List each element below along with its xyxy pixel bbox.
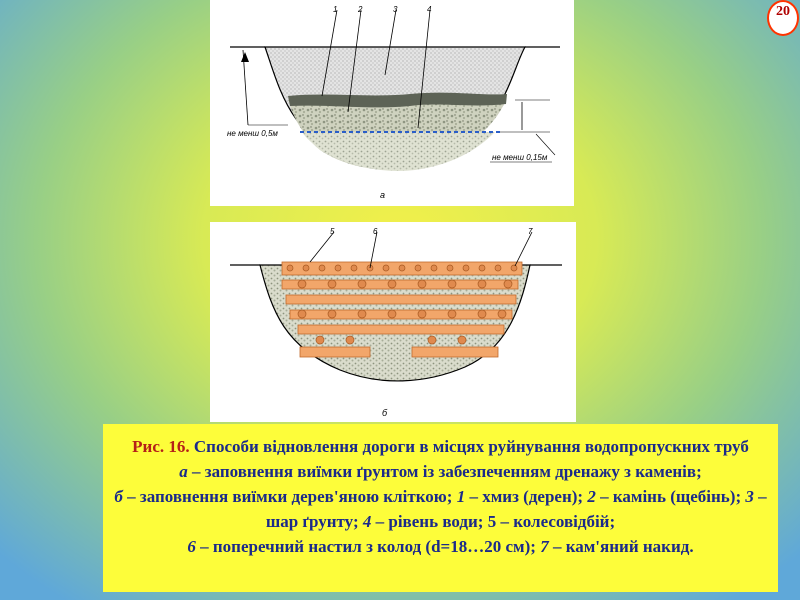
- figure-b-panel: [210, 222, 576, 422]
- caption-title: Способи відновлення дороги в місцях руйнування водопропускних труб: [189, 437, 749, 456]
- legend-text-2: – камінь (щебінь);: [595, 487, 746, 506]
- legend-text-4: – рівень води; 5 – колесовідбій;: [371, 512, 616, 531]
- caption-b-text: – заповнення виїмки дерев'яною кліткою;: [122, 487, 457, 506]
- label-2: 2: [358, 5, 363, 14]
- gravel-layer: [302, 132, 495, 171]
- sub-label-b: б: [382, 408, 388, 418]
- label-6: 6: [373, 227, 378, 236]
- legend-num-4: 4: [362, 512, 372, 531]
- legend-text-3: – шар ґрунту;: [265, 487, 767, 531]
- sub-label-a: а: [380, 190, 386, 200]
- legend-text-7: – кам'яний накид.: [548, 537, 694, 556]
- figure-a-drawing: [210, 0, 574, 206]
- figure-a-panel: [210, 0, 574, 206]
- figure-b-drawing: [210, 222, 576, 422]
- legend-text-6: – поперечний настил з колод (d=18…20 см);: [195, 537, 541, 556]
- legend-num-3: 3: [745, 487, 754, 506]
- legend-num-2: 2: [587, 487, 596, 506]
- legend-num-1: 1: [456, 487, 466, 506]
- legend-num-7: 7: [540, 537, 549, 556]
- legend-num-6: 6: [187, 537, 196, 556]
- left-dimension-label: не менш 0,5м: [227, 129, 278, 138]
- legend-text-1: – хмиз (дерен);: [465, 487, 588, 506]
- caption-b-letter: б: [114, 487, 123, 506]
- slide-number-badge: 20: [767, 0, 799, 36]
- label-7: 7: [528, 227, 533, 236]
- caption-a-text: – заповнення виїмки ґрунтом із забезпеченням дренажу з каменів;: [187, 462, 702, 481]
- figure-reference: Рис. 16.: [132, 437, 190, 456]
- right-dimension-label: не менш 0,15м: [492, 153, 548, 162]
- label-5: 5: [330, 227, 335, 236]
- label-3: 3: [393, 5, 398, 14]
- label-4: 4: [427, 5, 432, 14]
- caption-a-letter: а: [179, 462, 188, 481]
- label-1: 1: [333, 5, 338, 14]
- figure-caption: [103, 424, 778, 592]
